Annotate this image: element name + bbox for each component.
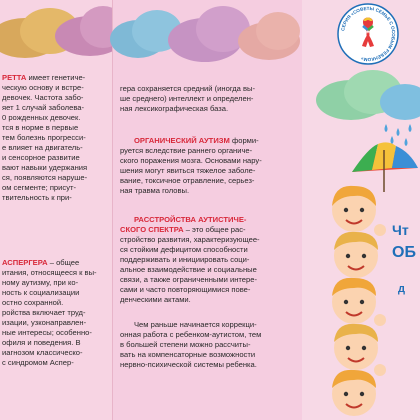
text-line: форми- [229,136,259,145]
asd-section [120,215,296,305]
text-line: вание, токсичное отравление, серьез- [120,176,255,185]
text-line: 0 рожденных девочек. [2,113,81,122]
text-line: девочек. Частота забо- [2,93,84,102]
text-line: ше среднего) интеллект и определен- [120,94,254,103]
text-line: ная лексикографическая база. [120,104,229,113]
text-line: ского поражения мозга. Основами нару- [120,156,262,165]
text-line: иагнозом классическо- [2,348,83,357]
text-line: офиля и поведения. В [2,338,81,347]
text-line: – общее [47,258,80,267]
text-line: с синдромом Аспер- [2,358,74,367]
asperger-section [2,258,108,368]
title-fragment: д [398,283,405,295]
text-line: онная работа с ребенком-аутистом, тем [120,330,262,339]
text-line: имеет генетиче- [26,73,86,82]
text-line: руется вследствие раннего органиче- [120,146,253,155]
text-line: ом сегменте; присут- [2,183,76,192]
children-illustration [320,180,390,420]
text-line: итания, относящееся к вы- [2,268,97,277]
organic-autism-section [120,136,296,196]
text-line: нервно-психической системы ребенка. [120,360,257,369]
text-line: тем болезнь прогресси- [2,133,86,142]
series-logo [336,2,400,66]
text-line: стройство развития, характеризующее- [120,235,260,244]
text-line: тся в норме в первые [2,123,79,132]
closing-section [120,320,296,370]
rett-heading: РЕТТА [2,73,27,82]
text-line: – это общее рас- [183,225,246,234]
rett-section [2,73,108,203]
organic-autism-heading: ОРГАНИЧЕСКИЙ АУТИЗМ [134,136,230,145]
text-line: и сенсорное развитие [2,153,80,162]
intro-section [120,84,296,114]
title-fragment: Чт [392,222,409,238]
text-line: ная травма головы. [120,186,190,195]
text-line: альное взаимодействие и социальные [120,265,257,274]
logo-text: СЕРИЯ «СОВЕТЫ СЕМЬЕ С ОСОБЫМ РЕБЕНКОМ» [340,5,397,63]
text-line: вать на компенсаторные возможности [120,350,256,359]
text-line: е влияет на двигатель- [2,143,83,152]
text-line: твительность к при- [2,193,72,202]
text-line: ному аутизму, при ко- [2,278,79,287]
text-line: остно сохранной. [2,298,64,307]
text-line: ся стойким дефицитом способности [120,245,248,254]
text-line: ся, появляются наруше- [2,173,88,182]
text-line: в большей степени можно рассчиты- [120,340,251,349]
asd-heading: СКОГО СПЕКТРА [120,225,184,234]
text-line: ройства включает труд- [2,308,86,317]
text-line: ческую основу и встре- [2,83,84,92]
text-line: изации, узконаправлен- [2,318,87,327]
text-line: вают навыки удержания [2,163,88,172]
text-line: яет 1 случай заболева- [2,103,85,112]
text-line: гера сохраняется средний (иногда вы- [120,84,256,93]
text-line: ные интересы; особенно- [2,328,92,337]
asperger-heading: АСПЕРГЕРА [2,258,48,267]
title-fragment: ОБ [392,244,416,261]
cloud-decoration [256,12,300,50]
text-line: ность к социализации [2,288,80,297]
text-line: денческими актами. [120,295,191,304]
text-line: шения могут явиться тяжелое заболе- [120,166,256,175]
text-line: связи, а также ограниченными интере- [120,275,257,284]
text-line: поддерживать и инициировать соци- [120,255,250,264]
asd-heading: РАССТРОЙСТВА АУТИСТИЧЕ- [134,215,247,224]
text-line: сами и часто повторяющимися пове- [120,285,251,294]
text-line: Чем раньше начинается коррекци- [134,320,257,329]
